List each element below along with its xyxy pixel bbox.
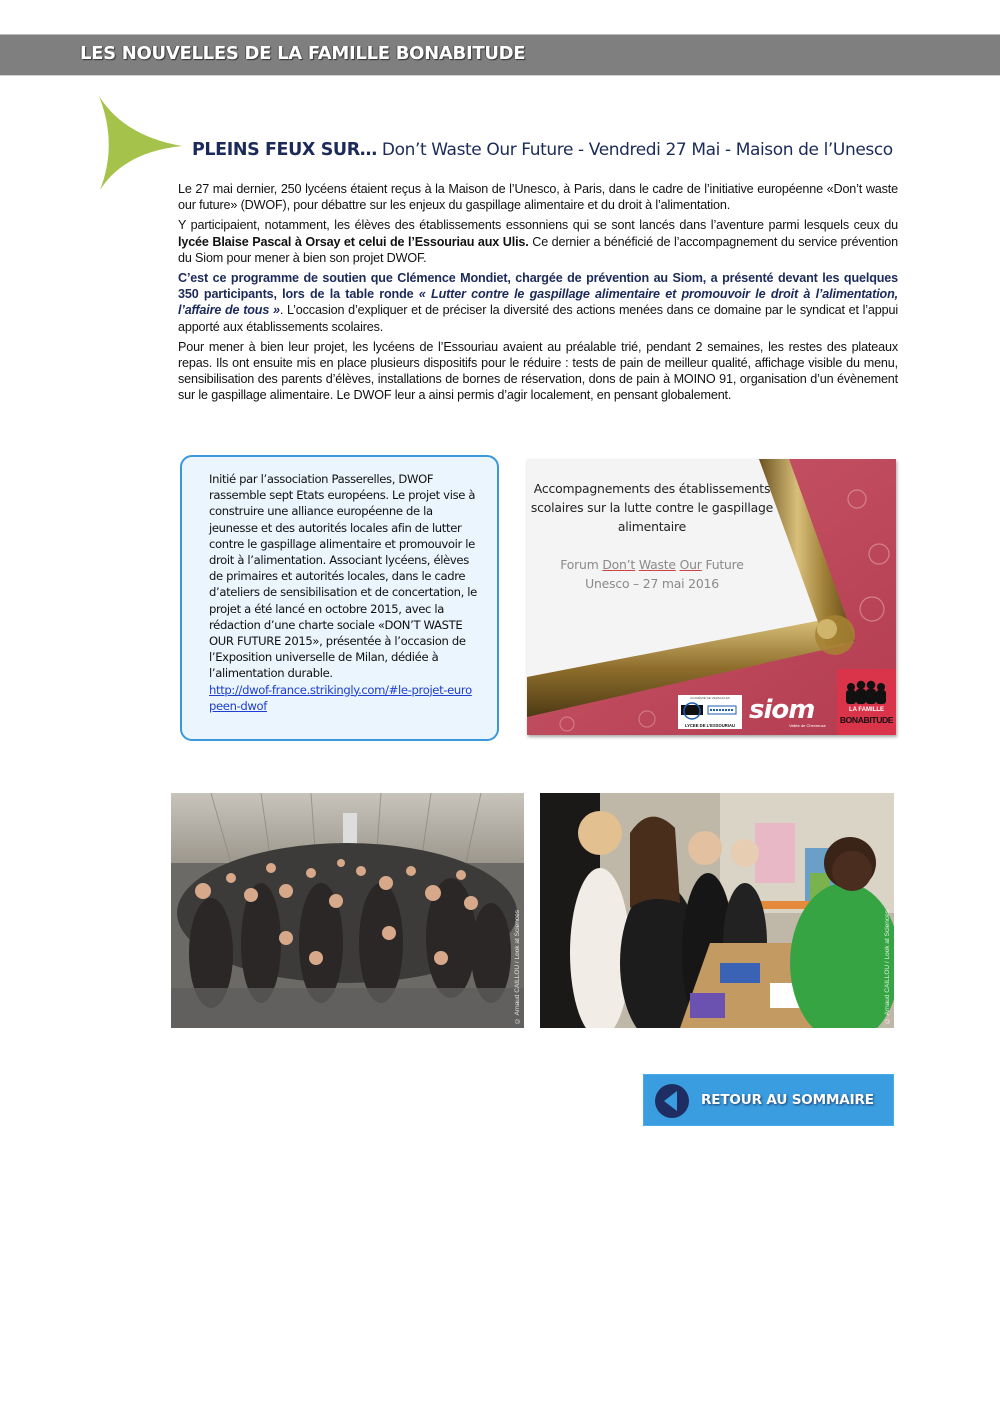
article-body [178,181,898,408]
stand-photo-unesco [540,793,894,1028]
headline-title: Don’t Waste Our Future - Vendredi 27 Mai - Maison de l’Unesco [376,140,893,160]
article-headline [192,140,893,160]
slide-date: Unesco – 27 mai 2016 [585,576,719,591]
paragraph-text: Y participaient, notamment, les élèves des établissements essonniens qui se sont lancés dans l’aventure parmi lesquels ceux du [178,218,898,233]
group-photo-illustration [171,793,524,1028]
slide-title: Accompagnements des établissements scolaires sur la lutte contre le gaspillage alimentaire [530,481,774,534]
famille-logo-line1: LA FAMILLE [848,707,885,713]
newsletter-title: LES NOUVELLES DE LA FAMILLE BONABITUDE [80,43,526,64]
slide-subtitle-word: Waste [638,557,676,572]
info-box-text: Initié par l’association Passerelles, DWOF rassemble sept Etats européens. Le projet vise à construire une alliance européenne de la jeunesse et des autorités locales afin de lutter contre le gaspillage alimentaire et promouvoir le droit à l’alimentation. Associant lycéens, élèves de primaires et autorités locales, dans le cadre d’ateliers de sensibilisation et de concertation, le projet a été lancé en octobre 2015, avec la rédaction d’une charte sociale «DON’T WASTE OUR FUTURE 2015», présentée à l’occasion de l’Exposition universelle de Milan, dédiée à l’alimentation durable. [209,472,477,681]
article-paragraph [178,270,898,335]
slide-subtitle-word: Our [679,557,702,572]
famille-logo-line2: BONABITUDE [839,715,894,725]
slide-subtitle [527,555,777,593]
forum-presentation-slide [527,459,896,735]
green-arrow-shape-icon [96,94,186,190]
info-box-text-block [209,471,477,714]
round-table-title: « Lutter contre le gaspillage alimentaire et promouvoir le droit à l’alimentation, l’affaire de tous » [178,287,898,318]
triangle-left-icon [655,1084,689,1118]
back-to-summary-button[interactable] [643,1074,894,1126]
famille-bonabitude-logo [837,669,896,735]
headline-kicker: PLEINS FEUX SUR… [192,140,377,160]
newsletter-header-bar [0,34,1000,76]
paragraph-text: . L’occasion d’expliquer et de préciser la diversité des actions menées dans ce domaine par le syndicat et l’appui apporté aux établissements scolaires. [178,303,898,334]
lycee-essouriau-logo [678,695,742,729]
slide-subtitle-text: Future [701,557,744,572]
photo-credit: © Arnaud CAILLOU / Look at Sciences [884,910,891,1024]
dwof-info-box [180,455,499,741]
group-photo-unesco [171,793,524,1028]
siom-logo: siom [749,695,815,725]
dwof-project-link[interactable]: http://dwof-france.strikingly.com/#le-projet-europeen-dwof [209,682,472,713]
back-to-summary-label: RETOUR AU SOMMAIRE [701,1092,874,1108]
logo-academie-text: ACADÉMIE DE VERSAILLES [690,696,730,700]
schools-highlight: lycée Blaise Pascal à Orsay et celui de l’Essouriau aux Ulis. [178,234,529,249]
family-silhouettes-icon [837,669,896,709]
program-highlight: C’est ce programme de soutien que Clémence Mondiet, chargée de prévention au Siom, a présenté devant les quelques 350 participants, lors de la table ronde [178,271,898,302]
article-paragraph [178,217,898,266]
slide-subtitle-word: Don’t [602,557,636,572]
slide-subtitle-text: Forum [560,557,603,572]
article-paragraph: Le 27 mai dernier, 250 lycéens étaient reçus à la Maison de l’Unesco, à Paris, dans le cadre de l’initiative européenne «Don’t waste our future» (DWOF), pour débattre sur les enjeux du gaspillage alimentaire et du droit à l’alimentation. [178,182,898,213]
siom-logo-subtitle: Vallée de Chevreuse [789,723,826,728]
back-arrow-circle [655,1084,689,1118]
article-paragraph: Pour mener à bien leur projet, les lycéens de l’Essouriau avaient au préalable trié, pendant 2 semaines, les restes des plateaux repas. Ils ont ensuite mis en place plusieurs dispositifs pour le réduire : tests de pain de meilleur qualité, affichage visible du menu, sensibilisation des parents d’élèves, installations de bornes de réservation, dons de pain à MOINO 91, organisation d’un évènement sur le gaspillage alimentaire. Le DWOF leur a ainsi permis d’agir localement, en pensant globalement. [178,339,898,403]
paragraph-text: Ce dernier a bénéficié de l’accompagnement du service prévention du Siom pour mener à bien son projet DWOF. [178,234,898,265]
logo-lycee-name: LYCEE DE L’ESSOURIAU [684,723,736,728]
stand-photo-illustration [540,793,894,1028]
photo-credit: © Arnaud CAILLOU / Look at Sciences [514,910,521,1024]
